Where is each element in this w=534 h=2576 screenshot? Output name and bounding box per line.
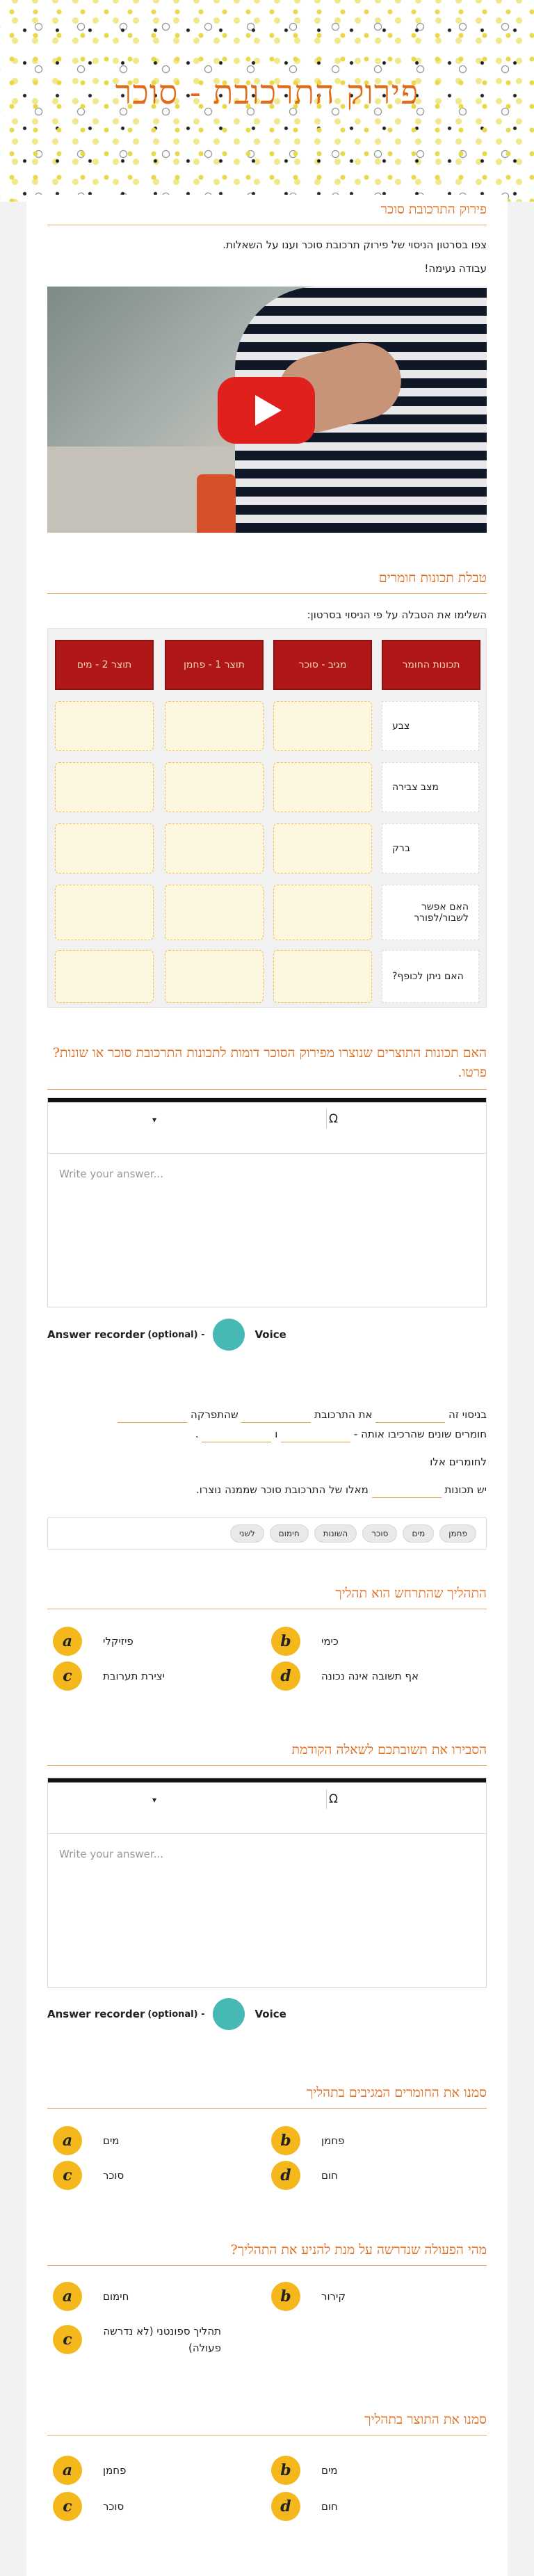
option-letter: d (271, 1661, 300, 1691)
question4-title: סמנו את החומרים המגיבים בתהליך (47, 2085, 487, 2109)
option-letter: b (271, 2282, 300, 2311)
q2-option-d[interactable] (271, 1659, 419, 1693)
row-label-luster: ברק (382, 823, 479, 874)
option-letter: a (53, 2126, 82, 2155)
header-banner (0, 0, 534, 202)
option-text: מים (103, 2134, 120, 2147)
option-letter: b (271, 2126, 300, 2155)
cell-carbon-state[interactable] (165, 762, 264, 812)
question5-title: מהי הפעולה שנדרשה על מנת להניע את התהליך? (47, 2242, 487, 2266)
recorder-optional: (optional) - (147, 1329, 205, 1340)
blank-6[interactable] (372, 1486, 442, 1498)
option-letter: c (53, 2492, 82, 2521)
word-chip-two[interactable]: לשני (230, 1524, 264, 1543)
editor-toolbar (48, 1102, 486, 1154)
option-letter: c (53, 1661, 82, 1691)
fill-text-2a: חומרים שונים שהרכיבו אותה - (353, 1428, 487, 1440)
option-text: פחמן (321, 2134, 345, 2147)
experiment-video[interactable] (47, 287, 487, 533)
cell-carbon-breakable[interactable] (165, 885, 264, 940)
toolbar-divider (326, 1109, 327, 1129)
q4-option-c[interactable] (53, 2159, 124, 2192)
answer-placeholder[interactable]: Write your answer... (59, 1848, 163, 1860)
cell-carbon-color[interactable] (165, 701, 264, 751)
option-letter: d (271, 2492, 300, 2521)
cell-water-luster[interactable] (55, 823, 154, 874)
q5-option-c[interactable] (53, 2319, 221, 2360)
question6-title: סמנו את התוצר בתהליך (47, 2412, 487, 2436)
header-sugar: מגיב - סוכר (273, 640, 372, 690)
word-chip-sugar[interactable]: סוכר (362, 1524, 397, 1543)
answer-placeholder[interactable]: Write your answer... (59, 1168, 163, 1180)
option-letter: c (53, 2325, 82, 2354)
fill-text-1b: את התרכובת (314, 1408, 373, 1421)
answer-recorder-2 (47, 1997, 286, 2031)
cell-sugar-luster[interactable] (273, 823, 372, 874)
q2-option-b[interactable] (271, 1625, 339, 1658)
option-letter: c (53, 2161, 82, 2190)
fill-text-2b: ו (275, 1428, 278, 1440)
cell-water-breakable[interactable] (55, 885, 154, 940)
q5-option-b[interactable] (271, 2280, 346, 2313)
option-letter: b (271, 2456, 300, 2485)
cell-sugar-breakable[interactable] (273, 885, 372, 940)
option-text: מים (321, 2464, 338, 2477)
cell-sugar-state[interactable] (273, 762, 372, 812)
q6-option-c[interactable] (53, 2490, 124, 2523)
blank-3[interactable] (118, 1410, 187, 1423)
format-dropdown-icon[interactable]: ▾ (152, 1795, 157, 1805)
fill-line-4 (47, 1481, 487, 1498)
option-letter: a (53, 2282, 82, 2311)
word-bank (47, 1517, 487, 1550)
header-water: תוצר 2 - מים (55, 640, 154, 690)
worksheet-card (26, 195, 508, 2576)
option-text: חימום (103, 2290, 129, 2303)
q2-option-a[interactable] (53, 1625, 134, 1658)
option-text: פחמן (103, 2464, 127, 2477)
header-properties: תכונות החומר (382, 640, 480, 690)
option-text: אף תשובה אינה נכונה (321, 1670, 419, 1682)
cell-water-bendable[interactable] (55, 950, 154, 1003)
blank-2[interactable] (241, 1410, 311, 1423)
cell-sugar-color[interactable] (273, 701, 372, 751)
cell-water-color[interactable] (55, 701, 154, 751)
cell-sugar-bendable[interactable] (273, 950, 372, 1003)
blank-4[interactable] (281, 1430, 350, 1442)
table-instruction: השלימו את הטבלה על פי הניסוי בסרטון: (307, 609, 487, 621)
editor-toolbar (48, 1782, 486, 1834)
option-text: קירור (321, 2290, 346, 2303)
option-text: סוכר (103, 2169, 124, 2182)
recorder-label: Answer recorder (47, 2008, 145, 2020)
special-char-icon[interactable]: Ω (329, 1112, 338, 1126)
blank-1[interactable] (375, 1410, 445, 1423)
header-carbon: תוצר 1 - פחמן (165, 640, 264, 690)
answer-editor-2[interactable] (47, 1778, 487, 1988)
voice-label: Voice (254, 1328, 286, 1341)
voice-label: Voice (254, 2008, 286, 2020)
recorder-label: Answer recorder (47, 1328, 145, 1341)
q4-option-d[interactable] (271, 2159, 338, 2192)
row-label-state: מצב צבירה (382, 762, 479, 812)
fill-line-3: לחומרים אלו (430, 1456, 487, 1468)
video-burner (197, 474, 236, 533)
option-text: חום (321, 2500, 338, 2513)
q6-option-a[interactable] (53, 2454, 126, 2487)
question1-title: האם תכונות התוצרים שנוצרו מפירוק הסוכר דומות לתכונות התרכובת סוכר או שונות? פרטו. (47, 1043, 487, 1090)
fill-text-4a: יש תכונות (444, 1483, 487, 1496)
table-section-title: טבלת תכונות חומרים (47, 570, 487, 594)
q6-option-b[interactable] (271, 2454, 338, 2487)
fill-text-2-end: . (195, 1428, 199, 1440)
cell-water-state[interactable] (55, 762, 154, 812)
cell-carbon-luster[interactable] (165, 823, 264, 874)
word-chip-water[interactable]: מים (403, 1524, 434, 1543)
recorder-optional: (optional) - (147, 2009, 205, 2020)
special-char-icon[interactable]: Ω (329, 1792, 338, 1806)
q6-option-d[interactable] (271, 2490, 338, 2523)
format-dropdown-icon[interactable]: ▾ (152, 1115, 157, 1125)
video-instruction: צפו בסרטון הניסוי של פירוק תרכובת סוכר וענו על השאלות. (222, 239, 487, 251)
option-text: תהליך ספונטני (לא נדרשה פעולה) (103, 2325, 221, 2354)
q2-option-c[interactable] (53, 1659, 165, 1693)
encouragement-text: עבודה נעימה! (424, 262, 487, 275)
fill-line-1 (47, 1406, 487, 1423)
blank-5[interactable] (202, 1430, 271, 1442)
word-chip-carbon[interactable]: פחמן (439, 1524, 476, 1543)
fill-line-2 (47, 1426, 487, 1442)
row-label-breakable: האם אפשר לשבור/לפורר (382, 885, 479, 940)
option-letter: a (53, 2456, 82, 2485)
toolbar-divider (326, 1789, 327, 1809)
fill-text-4b: מאלו של התרכובת סוכר שממנה נוצרו. (196, 1483, 369, 1496)
q4-option-a[interactable] (53, 2124, 120, 2157)
option-text: כימי (321, 1635, 339, 1648)
question2-title: התהליך שהתרחש הוא תהליך (47, 1586, 487, 1609)
option-text: סוכר (103, 2500, 124, 2513)
option-text: פיזיקלי (103, 1635, 134, 1648)
option-letter: a (53, 1627, 82, 1656)
option-text: חום (321, 2169, 338, 2182)
q5-option-a[interactable] (53, 2280, 129, 2313)
q4-option-b[interactable] (271, 2124, 344, 2157)
fill-text-1a: בניסוי זה (448, 1408, 487, 1421)
fill-text-1c: שהתפרקה (191, 1408, 238, 1421)
page-title: פירוק התרכובת - סוכר (115, 73, 419, 112)
answer-editor-1[interactable] (47, 1097, 487, 1307)
voice-record-button[interactable] (213, 1319, 245, 1351)
voice-record-button[interactable] (213, 1998, 245, 2030)
question3-title: הסבירו את תשובתכם לשאלה הקודמת (47, 1742, 487, 1766)
play-icon[interactable] (218, 377, 315, 444)
word-chip-different[interactable]: השונות (314, 1524, 357, 1543)
video-section-title: פירוק התרכובת סוכר (47, 202, 487, 225)
word-chip-heating[interactable]: חימום (270, 1524, 309, 1543)
option-letter: b (271, 1627, 300, 1656)
option-text: יצירת תערובת (103, 1670, 165, 1682)
option-letter: d (271, 2161, 300, 2190)
row-label-color: צבע (382, 701, 479, 751)
answer-recorder-1 (47, 1318, 286, 1351)
row-label-bendable: האם ניתן לכופף? (382, 950, 479, 1003)
properties-table (47, 628, 487, 1008)
cell-carbon-bendable[interactable] (165, 950, 264, 1003)
